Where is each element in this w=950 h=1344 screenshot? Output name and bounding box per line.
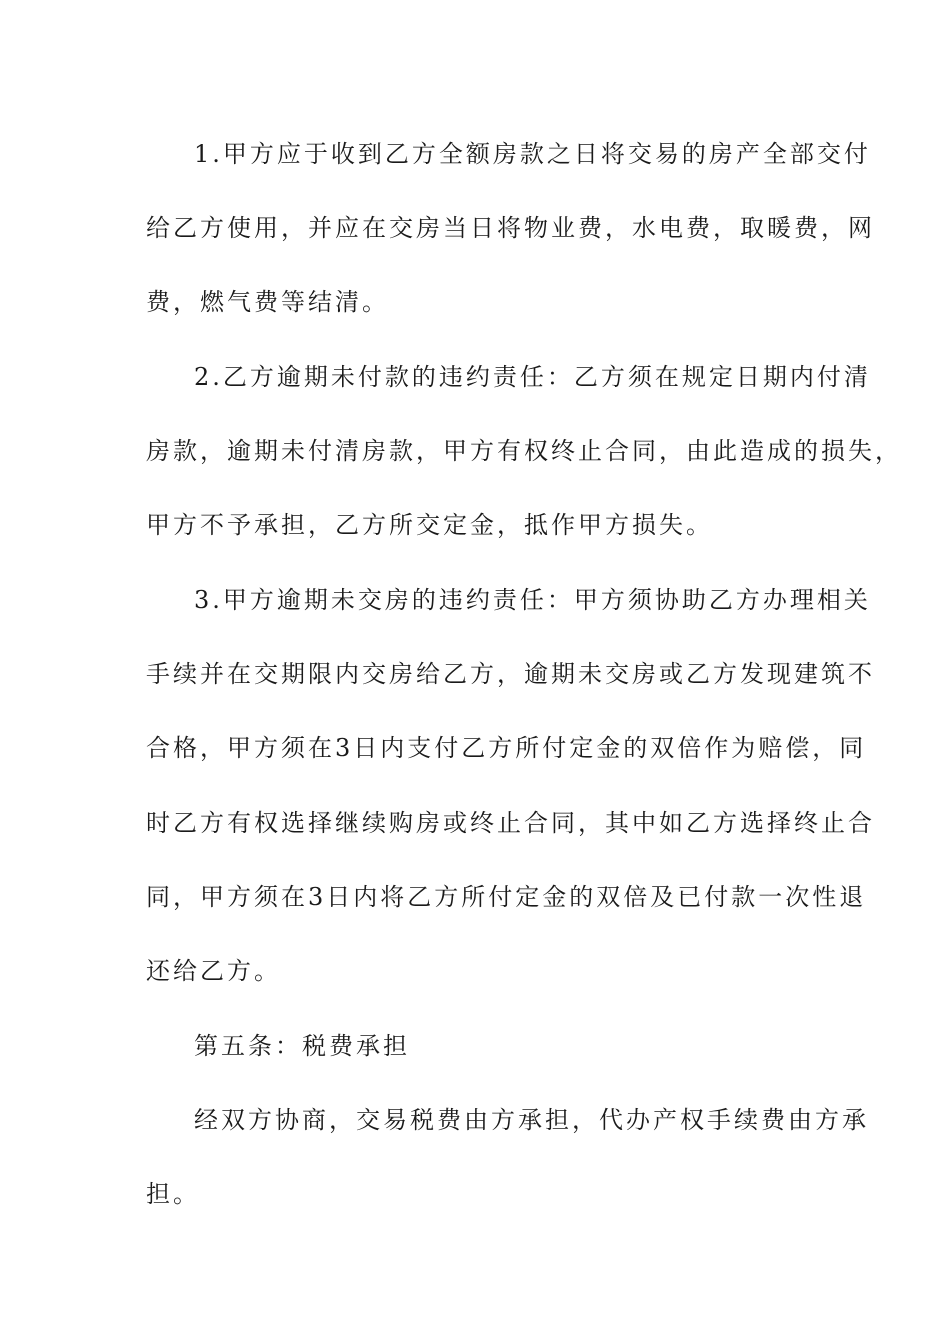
clause-3-line-4: 时乙方有权选择继续购房或终止合同，其中如乙方选择终止合	[146, 809, 875, 837]
clause-3-line-2: 手续并在交期限内交房给乙方，逾期未交房或乙方发现建筑不	[146, 660, 875, 688]
clause-2-line-2: 房款，逾期未付清房款，甲方有权终止合同，由此造成的损失，	[146, 437, 902, 465]
clause-3-line-1: 3.甲方逾期未交房的违约责任：甲方须协助乙方办理相关	[194, 586, 871, 614]
clause-2-line-1: 2.乙方逾期未付款的违约责任：乙方须在规定日期内付清	[194, 363, 871, 391]
clause-3-line-3: 合格，甲方须在3日内支付乙方所付定金的双倍作为赔偿，同	[146, 734, 867, 762]
clause-3-line-6: 还给乙方。	[146, 957, 281, 985]
clause-2-line-3: 甲方不予承担，乙方所交定金，抵作甲方损失。	[146, 511, 713, 539]
clause-1-line-2: 给乙方使用，并应在交房当日将物业费，水电费，取暖费，网	[146, 214, 875, 242]
article-5-line-2: 担。	[146, 1180, 200, 1208]
article-5-line-1: 经双方协商，交易税费由方承担，代办产权手续费由方承	[194, 1106, 869, 1134]
article-5-heading: 第五条：税费承担	[194, 1032, 410, 1060]
clause-1-line-3: 费，燃气费等结清。	[146, 288, 389, 316]
clause-1-line-1: 1.甲方应于收到乙方全额房款之日将交易的房产全部交付	[194, 140, 871, 168]
clause-3-line-5: 同，甲方须在3日内将乙方所付定金的双倍及已付款一次性退	[146, 883, 867, 911]
